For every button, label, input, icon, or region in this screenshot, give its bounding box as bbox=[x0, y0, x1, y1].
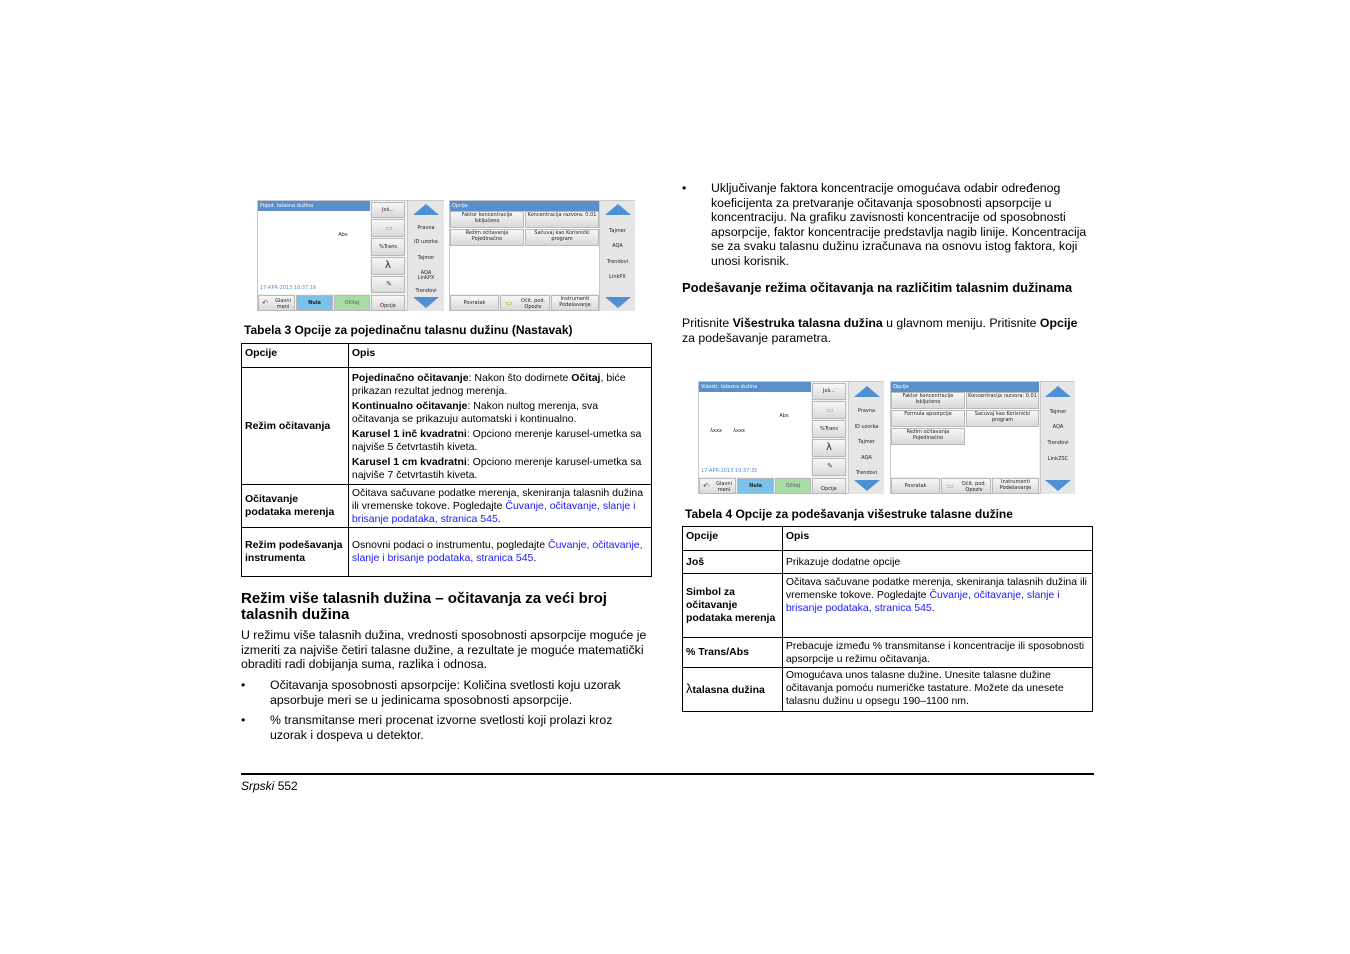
table4 bbox=[682, 526, 1093, 712]
abs-label: Abs bbox=[779, 413, 789, 419]
sidebar-item-pravna[interactable]: Pravna bbox=[417, 225, 435, 231]
options-button[interactable]: Opcije bbox=[812, 478, 846, 494]
concentration-factor-bullet: Uključivanje faktora koncentracije omogućava odabir određenog koeficijenta za pretvaranje očitavanja sposobnosti apsorpcije u koncentraciju. Na grafiku zavisnosti koncentracije od sposobnosti apsorpcije, faktor koncentracije predstavlja nagib linije. Koncentracija se za svaku talasnu dužinu izračunava na osnovu istog faktora, koji unosi korisnik. bbox=[711, 181, 1087, 268]
table4-header-options: Opcije bbox=[683, 527, 783, 551]
back-button[interactable]: Povratak bbox=[450, 295, 499, 311]
scroll-up-icon[interactable] bbox=[854, 386, 880, 397]
table3-caption: Tabela 3 Opcije za pojedinačnu talasnu dužinu (Nastavak) bbox=[244, 323, 573, 337]
sidebar-item-aqa[interactable]: AQA bbox=[420, 270, 432, 276]
read-button[interactable]: Očitaj bbox=[334, 295, 370, 311]
single-reading-term: Pojedinačno očitavanje bbox=[351, 371, 469, 384]
table3-row-desc bbox=[348, 368, 651, 485]
back-arrow-icon: ↶ bbox=[262, 299, 268, 307]
recall-data-button[interactable] bbox=[500, 295, 550, 311]
concentration-resolution-button[interactable]: Koncentracija razvora: 0.01 bbox=[966, 392, 1039, 409]
sidebar-item-trends[interactable]: Trendovi bbox=[606, 259, 629, 265]
sidebar-item-aqa[interactable]: AQA bbox=[861, 455, 872, 461]
table3-header-options: Opcije bbox=[242, 344, 349, 368]
table4-row-desc: Omogućava unos talasne dužine. Unesite talasne dužine očitavanja pomoću numeričke tastature. Možete da unesete talasnu dužinu u opsegu 190–1100 nm. bbox=[782, 668, 1092, 712]
sidebar-item-pravna[interactable]: Pravna bbox=[857, 408, 876, 414]
lambda-button[interactable]: λ bbox=[812, 439, 846, 457]
sidebar-item-aqa[interactable]: AQA bbox=[612, 243, 623, 249]
trans-button[interactable]: %Trans bbox=[812, 420, 846, 438]
multi-wavelength-setup-heading: Podešavanje režima očitavanja na različitim talasnim dužinama bbox=[682, 280, 1073, 295]
recall-text: Očitava sačuvane podatke merenja, skeniranja talasnih dužina ili vremenske tokove. Pogledajte bbox=[785, 576, 1088, 601]
back-arrow-icon: ↶ bbox=[703, 482, 709, 490]
tool-sidebar bbox=[599, 201, 635, 311]
abs-label: Abs bbox=[338, 232, 348, 238]
page-number: 552 bbox=[277, 779, 298, 793]
options-term: Opcije bbox=[1039, 316, 1078, 330]
screenshot-single-wavelength bbox=[257, 200, 444, 311]
screen-title: Opcije bbox=[891, 382, 1039, 392]
period: . bbox=[497, 512, 501, 525]
footer-language: Srpski bbox=[241, 779, 275, 793]
table3-row-label: Očitavanje podataka merenja bbox=[242, 485, 349, 528]
tool-sidebar bbox=[848, 382, 884, 494]
bullet-dot: • bbox=[241, 678, 246, 692]
scroll-up-icon[interactable] bbox=[1045, 386, 1071, 397]
wavelength-1: λxxx bbox=[710, 428, 722, 434]
multi-wavelength-heading: Režim više talasnih dužina – očitavanja za veći broj talasnih dužina bbox=[241, 590, 607, 623]
concentration-factor-button[interactable]: Faktor koncentracije Isključeno bbox=[891, 392, 965, 409]
continuous-reading-text: : Nakon nultog merenja, sva očitavanja se prikazuju automatski i kontinualno. bbox=[351, 399, 599, 425]
sidebar-item-id[interactable]: ID uzorka bbox=[414, 239, 438, 245]
scroll-down-icon[interactable] bbox=[413, 297, 439, 308]
data-icon: ✎ bbox=[827, 462, 833, 470]
zero-button[interactable]: Nula bbox=[737, 478, 774, 494]
instrument-setup-button[interactable]: Instrumenti Podešavanje bbox=[992, 478, 1039, 494]
carousel-cm-term: Karusel 1 cm kvadratni bbox=[351, 455, 467, 468]
table3-row-desc bbox=[348, 485, 651, 528]
multi-wavelength-para: U režimu više talasnih dužina, vrednosti sposobnosti apsorpcije moguće je izmeriti za najviše četiri talasne dužine, a rezultate je moguće matematički obraditi radi dobijanja suma, razlika i odnosa. bbox=[241, 628, 647, 671]
instrument-setup-button[interactable]: Instrumenti Podešavanje bbox=[551, 295, 599, 311]
main-menu-button[interactable] bbox=[699, 478, 736, 494]
single-reading-text-2: , biće prikazan rezultat jednog merenja. bbox=[351, 371, 626, 397]
options-button[interactable]: Opcije bbox=[371, 295, 405, 311]
table4-row-desc: Prebacuje između % transmitanse i koncentracije ili sposobnosti apsorpcije u režimu očitavanja. bbox=[782, 638, 1092, 668]
instrument-text: Osnovni podaci o instrumentu, pogledajte bbox=[351, 539, 548, 551]
read-term: Očitaj bbox=[571, 371, 601, 384]
table3 bbox=[241, 343, 652, 577]
table4-row-label: % Trans/Abs bbox=[683, 638, 783, 668]
datetime: 17-APR-2013 10:37:35 bbox=[701, 468, 758, 474]
carousel-inch-term: Karusel 1 inč kvadratni bbox=[351, 427, 467, 440]
sidebar-item-trends[interactable]: Trendovi bbox=[415, 288, 437, 294]
table3-row-label: Režim očitavanja bbox=[242, 368, 349, 485]
instrument-link[interactable]: Čuvanje, očitavanje, slanje i brisanje podataka, stranica 545 bbox=[351, 539, 643, 564]
carousel-inch-text: : Opciono merenje karusel-umetka sa najviše 5 četvrtastih kiveta. bbox=[351, 427, 642, 453]
recall-data-button[interactable] bbox=[941, 478, 991, 494]
scroll-up-icon[interactable] bbox=[605, 204, 631, 215]
recall-link[interactable]: Čuvanje, očitavanje, slanje i brisanje podataka, stranica 545 bbox=[785, 589, 1060, 614]
table4-row-desc bbox=[782, 574, 1092, 638]
sidebar-item-timer[interactable]: Tajmer bbox=[1049, 409, 1067, 415]
bullet-dot: • bbox=[241, 713, 246, 727]
printer-icon: ▭ bbox=[385, 224, 393, 232]
scroll-up-icon[interactable] bbox=[413, 204, 439, 215]
period: . bbox=[533, 552, 537, 564]
absorbance-formula-button[interactable]: Formula apsorpcije bbox=[891, 410, 965, 427]
tool-sidebar bbox=[407, 201, 444, 311]
screen-title: Pojed. talasna dužina bbox=[258, 201, 370, 211]
table4-row-label bbox=[683, 668, 783, 712]
single-reading-text: : Nakon što dodirnete bbox=[468, 371, 572, 384]
concentration-resolution-button[interactable]: Koncentracija razvora: 0.01 bbox=[525, 211, 599, 228]
transmittance-bullet: % transmitanse meri procenat izvorne svetlosti koji prolazi kroz uzorak i dospeva u detektor. bbox=[270, 713, 613, 742]
reading-mode-button[interactable]: Režim očitavanja Pojedinačno bbox=[891, 428, 965, 445]
reading-pane bbox=[258, 201, 370, 294]
sidebar-item-link[interactable]: LinkPX bbox=[609, 274, 626, 280]
sidebar-item-timer[interactable]: Tajmer bbox=[858, 439, 875, 445]
more-button[interactable]: Još... bbox=[371, 202, 405, 218]
scroll-down-icon[interactable] bbox=[605, 297, 631, 308]
table3-header-desc: Opis bbox=[348, 344, 651, 368]
table4-row-label: Još bbox=[683, 551, 783, 574]
data-button[interactable] bbox=[812, 458, 846, 476]
screen-title: Višestr. talasna dužina bbox=[699, 382, 811, 392]
print-button[interactable] bbox=[812, 401, 846, 419]
sidebar-item-id[interactable]: ID uzorka bbox=[854, 424, 879, 430]
printer-icon: ▭ bbox=[826, 406, 834, 414]
main-menu-button[interactable] bbox=[258, 295, 295, 311]
carousel-cm-text: : Opciono merenje karusel-umetka sa najviše 7 četvrtastih kiveta. bbox=[351, 455, 642, 481]
recall-text: Očitava sačuvane podatke merenja, skeniranja talasnih dužina ili vremenske tokove. Pogledajte bbox=[351, 486, 644, 512]
recall-link[interactable]: Čuvanje, očitavanje, slanje i brisanje podataka, stranica 545 bbox=[351, 499, 636, 525]
instr-text-2: u glavnom meniju. Pritisnite bbox=[882, 316, 1040, 330]
read-button[interactable]: Očitaj bbox=[775, 478, 811, 494]
data-button[interactable] bbox=[371, 276, 405, 293]
lambda-symbol: λ bbox=[686, 681, 693, 696]
table3-row-label: Režim podešavanja instrumenta bbox=[242, 528, 349, 577]
table4-caption: Tabela 4 Opcije za podešavanja višestruke talasne dužine bbox=[685, 507, 1013, 521]
recall-icon: ▭ bbox=[505, 299, 513, 307]
multi-wavelength-term: Višestruka talasna dužina bbox=[732, 316, 883, 330]
concentration-factor-button[interactable]: Faktor koncentracije Isključeno bbox=[450, 211, 524, 228]
scroll-down-icon[interactable] bbox=[854, 480, 880, 491]
print-button[interactable] bbox=[371, 219, 405, 237]
sidebar-item-timer[interactable]: Tajmer bbox=[417, 255, 435, 261]
continuous-reading-term: Kontinualno očitavanje bbox=[351, 399, 468, 412]
main-menu-label: Glavni meni bbox=[275, 298, 291, 310]
screenshot-multi-options bbox=[890, 381, 1075, 494]
recall-label: Očit. pod. Opoziv bbox=[520, 298, 546, 310]
wavelength-label: talasna dužina bbox=[692, 684, 765, 696]
datetime: 17-APR-2013 10:37:16 bbox=[260, 285, 317, 291]
sidebar-item-link[interactable]: LinkZSC bbox=[1047, 456, 1069, 462]
scroll-down-icon[interactable] bbox=[1045, 480, 1071, 491]
table4-row-label: Simbol za očitavanje podataka merenja bbox=[683, 574, 783, 638]
sidebar-item-trends[interactable]: Trendovi bbox=[1047, 440, 1069, 446]
save-user-program-button[interactable]: Sačuvaj kao Korisnički program bbox=[525, 229, 599, 246]
trans-button[interactable]: %Trans bbox=[371, 238, 405, 256]
recall-icon: ▭ bbox=[946, 482, 954, 490]
table3-row-desc bbox=[348, 528, 651, 577]
tool-sidebar bbox=[1040, 382, 1075, 494]
lambda-button[interactable]: λ bbox=[371, 257, 405, 275]
main-menu-label: Glavni meni bbox=[716, 481, 732, 493]
back-button[interactable]: Povratak bbox=[891, 478, 940, 494]
save-user-program-button[interactable]: Sačuvaj kao Korisnički program bbox=[966, 410, 1039, 427]
wavelength-2: λxxx bbox=[733, 428, 745, 434]
footer-rule bbox=[241, 773, 1094, 775]
screen-title: Opcije bbox=[450, 201, 599, 211]
table4-row-desc: Prikazuje dodatne opcije bbox=[782, 551, 1092, 574]
bullet-dot: • bbox=[682, 181, 687, 195]
reading-mode-button[interactable]: Režim očitavanja Pojedinačno bbox=[450, 229, 524, 246]
more-button[interactable]: Još... bbox=[812, 383, 846, 400]
instr-text-1: Pritisnite bbox=[682, 316, 733, 330]
setup-instruction bbox=[682, 316, 1092, 345]
sidebar-item-trends[interactable]: Trendovi bbox=[855, 470, 878, 476]
table4-header-desc: Opis bbox=[782, 527, 1092, 551]
screenshot-multi-wavelength bbox=[698, 381, 884, 494]
footer bbox=[241, 779, 298, 793]
sidebar-item-link[interactable]: LinkPX bbox=[417, 275, 435, 281]
instr-text-3: za podešavanje parametra. bbox=[682, 330, 832, 345]
absorbance-bullet: Očitavanja sposobnosti apsorpcije: Količina svetlosti koju uzorak apsorbuje meri se u jedinicama sposobnosti apsorpcije. bbox=[270, 678, 621, 707]
screenshot-options bbox=[449, 200, 635, 311]
recall-label: Očit. pod. Opoziv bbox=[961, 481, 987, 493]
data-icon: ✎ bbox=[386, 280, 392, 288]
sidebar-item-timer[interactable]: Tajmer bbox=[609, 228, 626, 234]
period: . bbox=[931, 602, 935, 614]
zero-button[interactable]: Nula bbox=[296, 295, 333, 311]
sidebar-item-aqa[interactable]: AQA bbox=[1052, 424, 1064, 430]
